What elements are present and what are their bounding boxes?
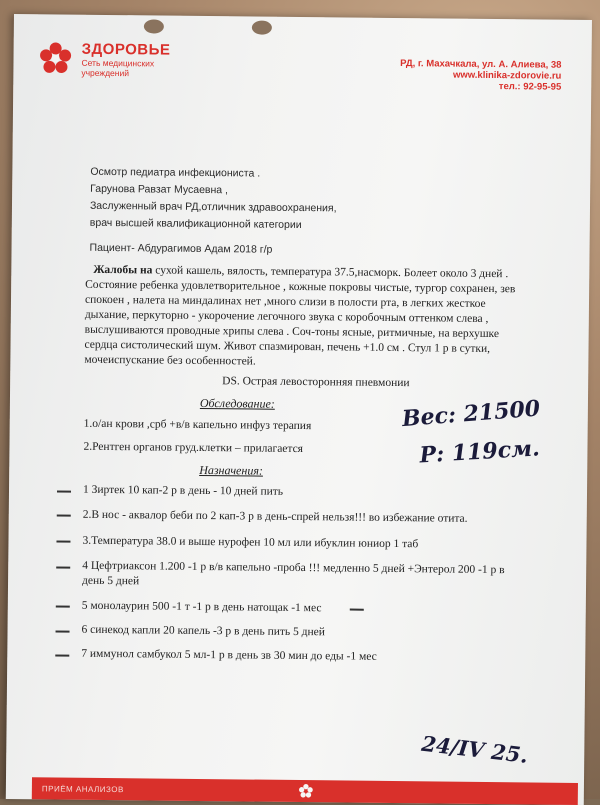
- footer-flower-icon: [298, 783, 314, 799]
- clinic-contacts: [400, 58, 562, 93]
- examination-item: 1.о/ан крови ,срб +в/в капельно инфуз терапия: [83, 417, 312, 433]
- list-dash: [56, 605, 70, 607]
- doctor-category: врач высшей квалификационной категории: [89, 216, 302, 232]
- brand-subtitle: Сеть медицинских учреждений: [81, 57, 155, 79]
- handwritten-date: 24/IV 25.: [420, 730, 530, 768]
- prescription-item: 5 монолаурин 500 -1 т -1 р в день натощак -1 мес: [81, 599, 322, 615]
- list-dash: [350, 609, 364, 611]
- examination-title: Обследование:: [199, 395, 275, 411]
- prescription-item: 6 синекод капли 20 капель -3 р в день пить 5 дней: [81, 623, 326, 639]
- prescriptions-title: Назначения:: [199, 462, 264, 478]
- doctor-name: Гарунова Равзат Мусаевна ,: [90, 182, 229, 197]
- patient-line: Пациент- Абдурагимов Адам 2018 г/р: [89, 241, 273, 256]
- prescription-item: 4 Цефтриаксон 1.200 -1 р в/в капельно -проба !!! медленно 5 дней +Энтерол 200 -1 р в: [82, 559, 505, 577]
- list-dash: [56, 630, 70, 632]
- status-line: мочеиспускание без особенностей.: [84, 353, 256, 368]
- prescription-item: 3.Температура 38.0 и выше нурофен 10 мл или ибуклин юниор 1 таб: [82, 534, 419, 551]
- status-line: спокоен , налета на миндалинах нет ,много слизи в полости рта, в легких жесткое: [84, 293, 486, 310]
- clinic-flower-logo-icon: [37, 40, 73, 76]
- complaints-text: сухой кашель, вялость, температура 37.5,насморк. Болеет около 3 дней .: [152, 264, 509, 281]
- punch-hole: [144, 19, 164, 33]
- prescription-item: 1 Зиртек 10 кап-2 р в день - 10 дней пить: [82, 483, 284, 498]
- footer-band: [32, 777, 578, 805]
- intro-line: Осмотр педиатра инфекциониста .: [90, 165, 261, 180]
- clinic-phone: тел.: 92-95-95: [498, 81, 562, 93]
- brand-name: ЗДОРОВЬЕ: [81, 40, 171, 59]
- diagnosis: DS. Острая левосторонняя пневмонии: [222, 375, 410, 390]
- list-dash: [57, 514, 71, 516]
- list-dash: [56, 540, 70, 542]
- handwritten-weight: Вес: 21500: [401, 395, 541, 433]
- doctor-title: Заслуженный врач РД,отличник здравоохранения,: [89, 199, 337, 215]
- status-line: Состояние ребенка удовлетворительное , кожные покровы чистые, тургор сохранен, зев: [85, 278, 516, 296]
- complaints-label: Жалобы на: [93, 263, 153, 277]
- status-line: дыхание, перкуторно - укорочение легочного звука с коробочным оттенком слева ,: [84, 308, 489, 325]
- prescription-item: 2.В нос - аквалор беби по 2 кап-3 р в день-спрей нельзя!!! во избежание отита.: [82, 508, 468, 525]
- clinic-address: РД, г. Махачкала, ул. А. Алиева, 38: [400, 58, 562, 71]
- prescription-item-continued: день 5 дней: [82, 574, 140, 588]
- examination-item: 2.Рентген органов груд.клетки – прилагается: [83, 440, 304, 456]
- list-dash: [56, 566, 70, 568]
- list-dash: [57, 490, 71, 492]
- footer-text: ПРИЁМ АНАЛИЗОВ: [41, 784, 124, 795]
- status-line: выслушиваются проводные хрипы слева . Соч-тоны ясные, ритмичные, на верхушке: [84, 323, 500, 341]
- document-sheet: [6, 14, 592, 805]
- punch-hole: [252, 20, 272, 34]
- status-line: сердца систолический шум. Живот спазмирован, печень +1.0 см . Стул 1 р в сутки,: [84, 338, 491, 356]
- handwritten-height: Р: 119см.: [418, 435, 541, 469]
- prescription-item: 7 иммунол самбукол 5 мл-1 р в день зв 30 мин до еды -1 мес: [81, 647, 377, 663]
- clinic-website: www.klinika-zdorovie.ru: [452, 69, 562, 82]
- list-dash: [55, 654, 69, 656]
- brand-block: [81, 41, 170, 79]
